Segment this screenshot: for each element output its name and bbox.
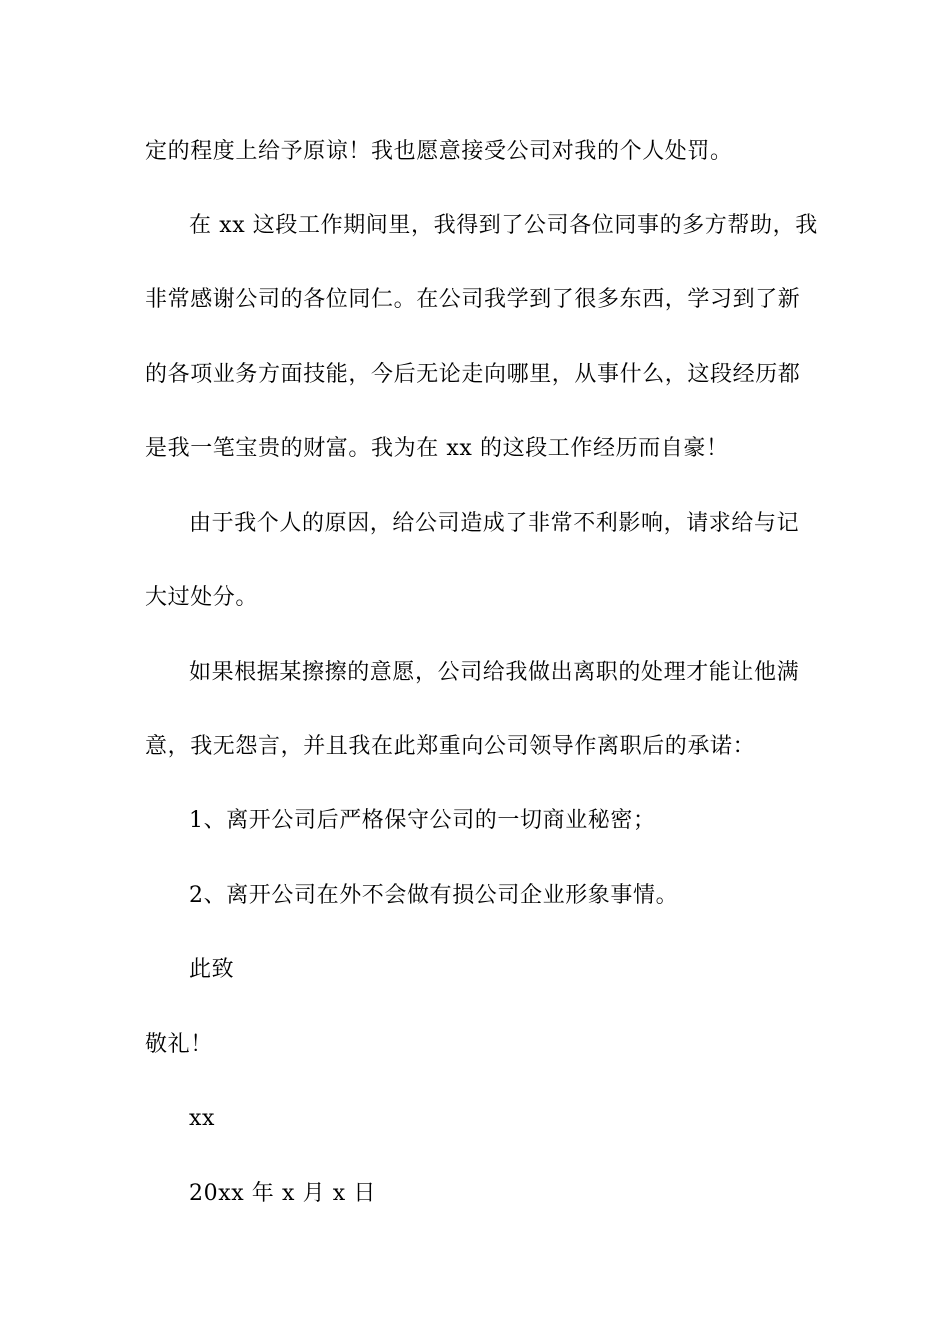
text-line: 意，我无怨言，并且我在此郑重向公司领导作离职后的承诺：: [145, 734, 756, 759]
paragraph-line: 如果根据某擦擦的意愿，公司给我做出离职的处理才能让他满: [189, 660, 800, 685]
commitment-item: 1、离开公司后严格保守公司的一切商业秘密；: [189, 808, 656, 833]
text-line: 的各项业务方面技能，今后无论走向哪里，从事什么，这段经历都: [145, 362, 801, 387]
commitment-item: 2、离开公司在外不会做有损公司企业形象事情。: [189, 883, 679, 908]
text-line: 是我一笔宝贵的财富。我为在 xx 的这段工作经历而自豪！: [145, 436, 729, 461]
text-line: 非常感谢公司的各位同仁。在公司我学到了很多东西，学习到了新: [145, 287, 801, 312]
paragraph-line: 在 xx 这段工作期间里，我得到了公司各位同事的多方帮助，我: [189, 213, 818, 238]
paragraph-line: 由于我个人的原因，给公司造成了非常不利影响，请求给与记: [189, 511, 800, 536]
text-line: 大过处分。: [145, 585, 259, 610]
signature-name: xx: [189, 1106, 216, 1131]
signature-date: 20xx 年 x 月 x 日: [189, 1181, 376, 1206]
salutation: 敬礼！: [145, 1032, 213, 1057]
text-line: 定的程度上给予原谅！我也愿意接受公司对我的个人处罚。: [145, 139, 733, 164]
closing-line: 此致: [189, 957, 235, 982]
